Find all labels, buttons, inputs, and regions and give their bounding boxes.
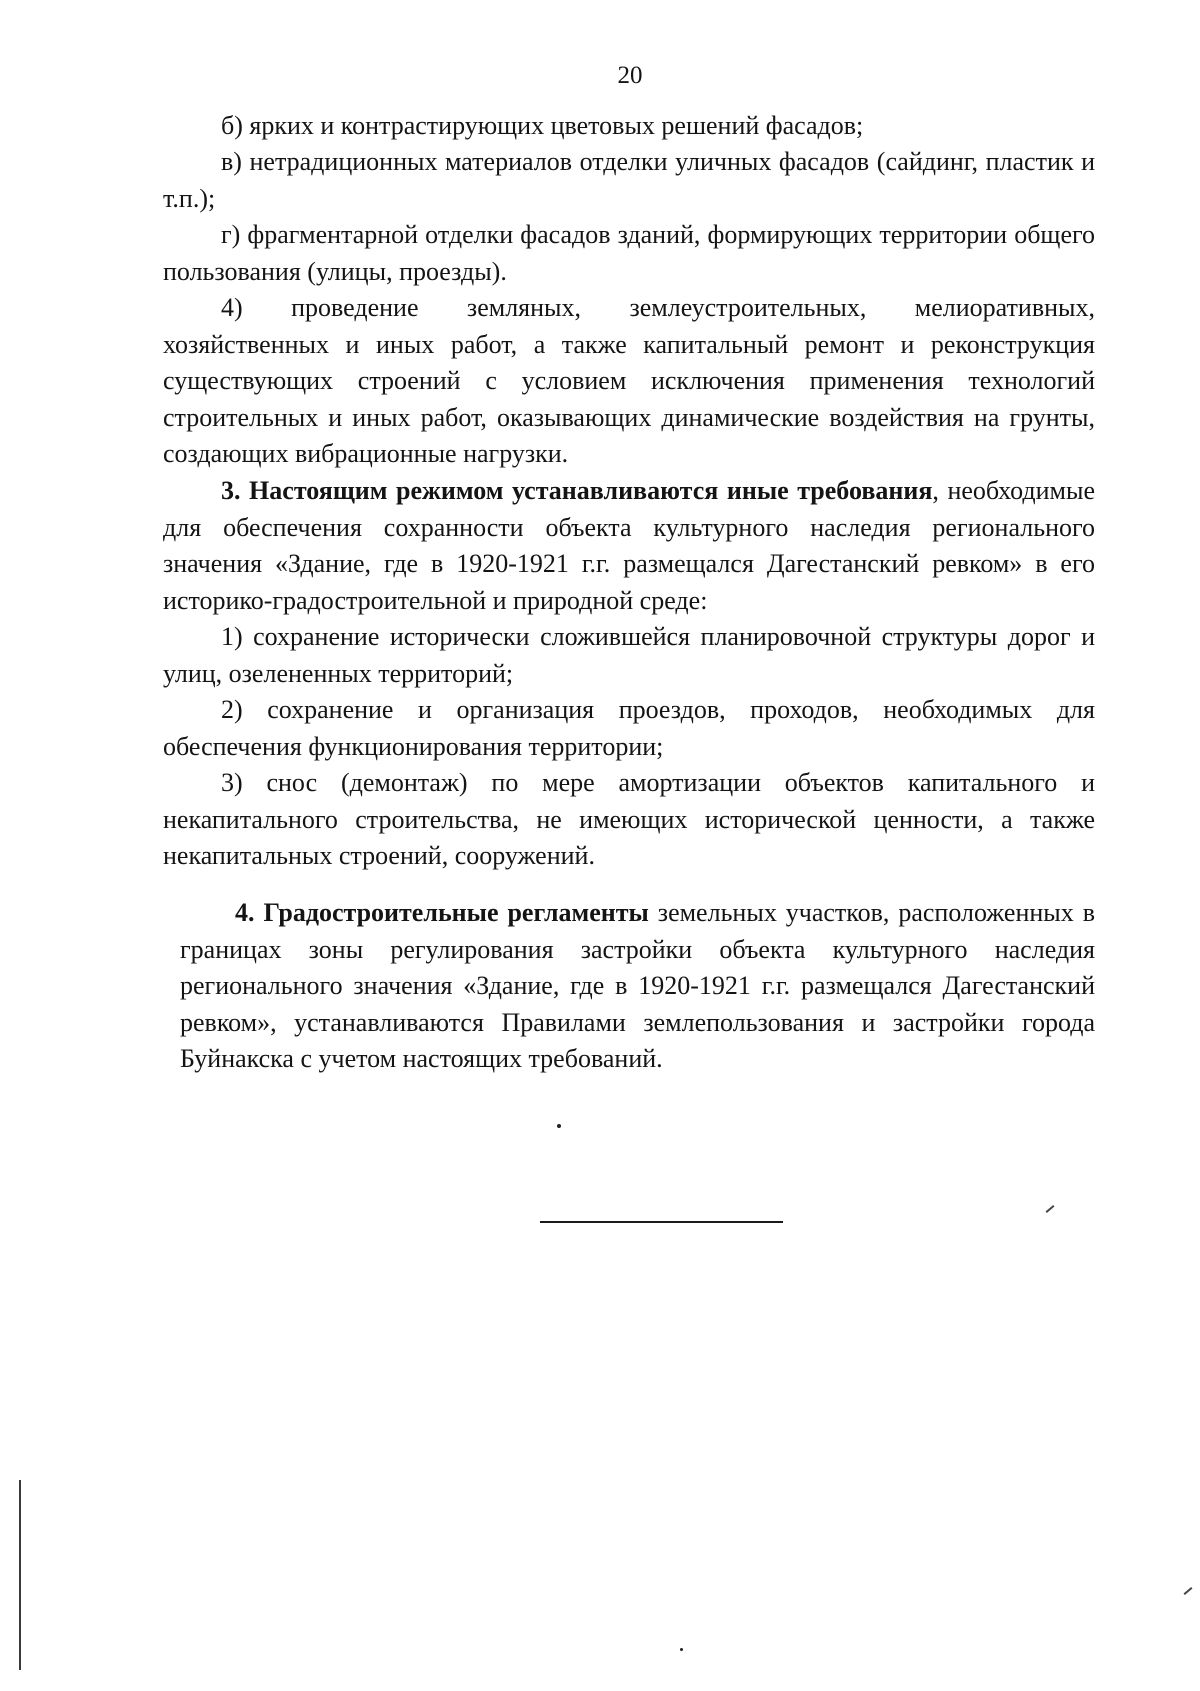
paragraph-planning-structure: 1) сохранение исторически сложившейся планировочной структуры дорог и улиц, озелененных территорий;	[163, 622, 1095, 688]
page-number: 20	[617, 62, 643, 89]
paragraph-earthworks: 4) проведение земляных, землеустроительных, мелиоративных, хозяйственных и иных работ, а также капитальный ремонт и реконструкция существующих строений с условием исключения применения технологий строительных и иных работ, оказывающих динамические воздействия на грунты, создающих вибрационные нагрузки.	[163, 293, 1095, 469]
scan-speck	[680, 1648, 683, 1651]
paragraph-demolition: 3) снос (демонтаж) по мере амортизации объектов капитального и некапитального строительства, не имеющих исторической ценности, а также некапитальных строений, сооружений.	[163, 768, 1095, 871]
section-4-text: земельных участков, расположенных в границах зоны регулирования застройки объекта культурного наследия регионального значения «Здание, где в 1920-1921 г.г. размещался Дагестанский ревком», устанавливаются Правилами землепользования и застройки города Буйнакска с учетом настоящих требований.	[180, 898, 1095, 1074]
scan-margin-line	[19, 1480, 21, 1670]
paragraph-section-3	[163, 473, 1095, 619]
scan-speck	[557, 1124, 561, 1128]
paragraph-section-4	[180, 895, 1095, 1078]
paragraph-passages: 2) сохранение и организация проездов, проходов, необходимых для обеспечения функционирования территории;	[163, 695, 1095, 761]
section-3-heading: 3. Настоящим режимом устанавливаются иные требования	[221, 476, 933, 505]
paragraph-facade-materials: в) нетрадиционных материалов отделки уличных фасадов (сайдинг, пластик и т.п.);	[163, 147, 1095, 213]
section-4-heading: 4. Градостроительные регламенты	[235, 898, 649, 927]
paragraph-facade-colors: б) ярких и контрастирующих цветовых решений фасадов;	[221, 111, 864, 140]
section-3-text: , необходимые для обеспечения сохранности объекта культурного наследия регионального значения «Здание, где в 1920-1921 г.г. размещался Дагестанский ревком» в его историко-градостроительной и природной среде:	[163, 476, 1096, 615]
scan-mark	[1046, 1205, 1055, 1213]
paragraph-facade-fragmentary: г) фрагментарной отделки фасадов зданий, формирующих территории общего пользования (улицы, проезды).	[163, 220, 1095, 286]
scan-mark	[1184, 1587, 1193, 1595]
end-separator-line	[540, 1221, 783, 1223]
